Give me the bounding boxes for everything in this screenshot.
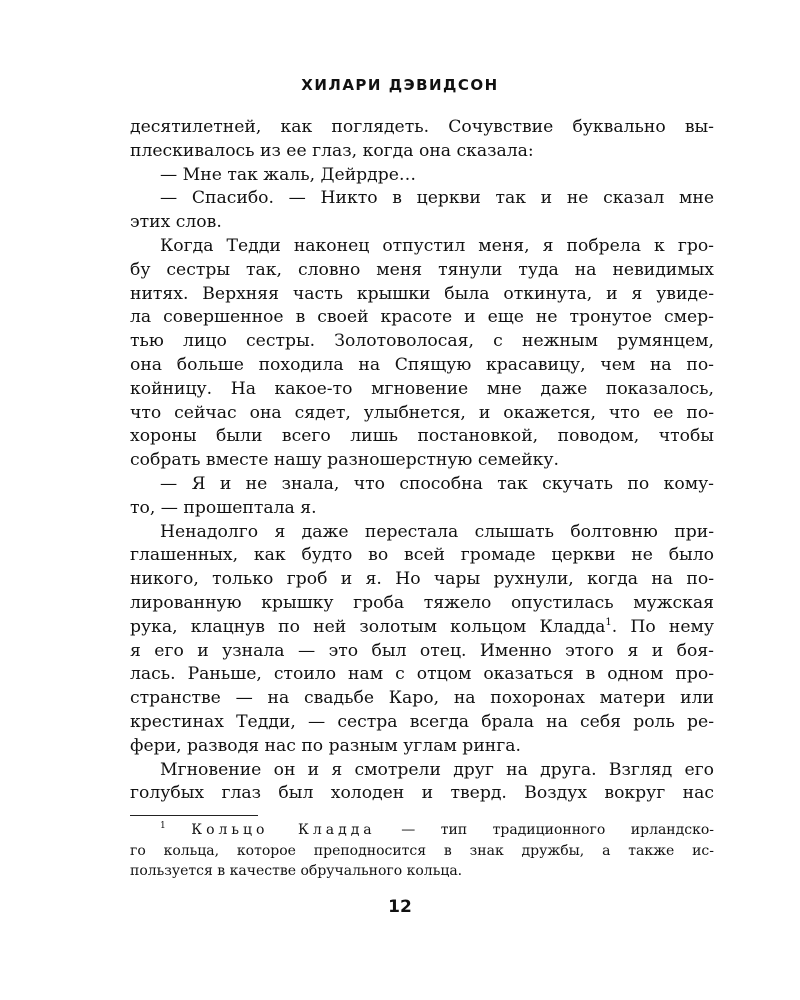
footnote-text: — тип традиционного ирландско-: [375, 822, 715, 838]
text-line: хороны были всего лишь постановкой, поводом, чтобы: [130, 426, 714, 447]
text-line: я его и узнала — это был отец. Именно этого я и боя-: [130, 640, 714, 661]
text-line: то, — прошептала я.: [130, 497, 317, 518]
text-line: она больше походила на Спящую красавицу, чем на по-: [130, 354, 714, 375]
footnote: [130, 820, 714, 882]
text-line: странстве — на свадьбе Каро, на похоронах матери или: [130, 688, 714, 709]
text-segment: рука, клацнув по ней золотым кольцом Кладда: [130, 616, 606, 637]
text-line: глашенных, как будто во всей громаде церкви не было: [130, 545, 714, 566]
footnote-term: Кольцо Кладда: [191, 822, 376, 838]
text-line: тью лицо сестры. Золотоволосая, с нежным румянцем,: [130, 331, 714, 352]
text-segment: . По нему: [611, 616, 714, 637]
text-line-with-footnote-ref: [130, 616, 714, 640]
footnote-line: [130, 820, 714, 841]
text-line: Когда Тедди наконец отпустил меня, я побрела к гро-: [160, 235, 714, 256]
running-head: ХИЛАРИ ДЭВИДСОН: [301, 76, 499, 94]
text-line: десятилетней, как поглядеть. Сочувствие буквально вы-: [130, 117, 714, 137]
body-text: [130, 116, 714, 806]
footnote-reference[interactable]: 1: [605, 616, 612, 628]
text-line: лась. Раньше, стоило нам с отцом оказаться в одном про-: [130, 664, 714, 685]
text-line: собрать вместе нашу разношерстную семейку.: [130, 450, 559, 471]
text-line: крестинах Тедди, — сестра всегда брала на себя роль ре-: [130, 711, 714, 732]
text-line: лированную крышку гроба тяжело опустилась мужская: [130, 592, 714, 613]
text-line: этих слов.: [130, 212, 222, 233]
text-line: что сейчас она сядет, улыбнется, и окажется, что ее по-: [130, 402, 714, 423]
text-line: никого, только гроб и я. Но чары рухнули, когда на по-: [130, 569, 714, 590]
text-line: — Спасибо. — Никто в церкви так и не сказал мне: [160, 188, 714, 209]
footnote-divider: [130, 815, 258, 816]
text-line: плескивалось из ее глаз, когда она сказала:: [130, 140, 534, 161]
text-line: голубых глаз был холоден и тверд. Воздух вокруг нас: [130, 783, 714, 804]
footnote-line: пользуется в качестве обручального кольца.: [130, 863, 463, 879]
text-line: — Мне так жаль, Дейрдре…: [160, 164, 417, 185]
footnote-marker: 1: [160, 821, 166, 831]
text-line: бу сестры так, словно меня тянули туда на невидимых: [130, 259, 714, 280]
text-line: Ненадолго я даже перестала слышать болтовню при-: [160, 521, 714, 542]
text-line: — Я и не знала, что способна так скучать по кому-: [160, 473, 714, 494]
text-line: фери, разводя нас по разным углам ринга.: [130, 735, 521, 756]
text-line: койницу. На какое-то мгновение мне даже показалось,: [130, 378, 714, 399]
text-line: ла совершенное в своей красоте и еще не тронутое смер-: [130, 307, 714, 328]
text-line: нитях. Верхняя часть крышки была откинута, и я увиде-: [130, 283, 714, 304]
text-line: Мгновение он и я смотрели друг на друга. Взгляд его: [160, 759, 714, 780]
footnote-line: го кольца, которое преподносится в знак дружбы, а также ис-: [130, 842, 714, 859]
page-number: 12: [388, 897, 412, 917]
